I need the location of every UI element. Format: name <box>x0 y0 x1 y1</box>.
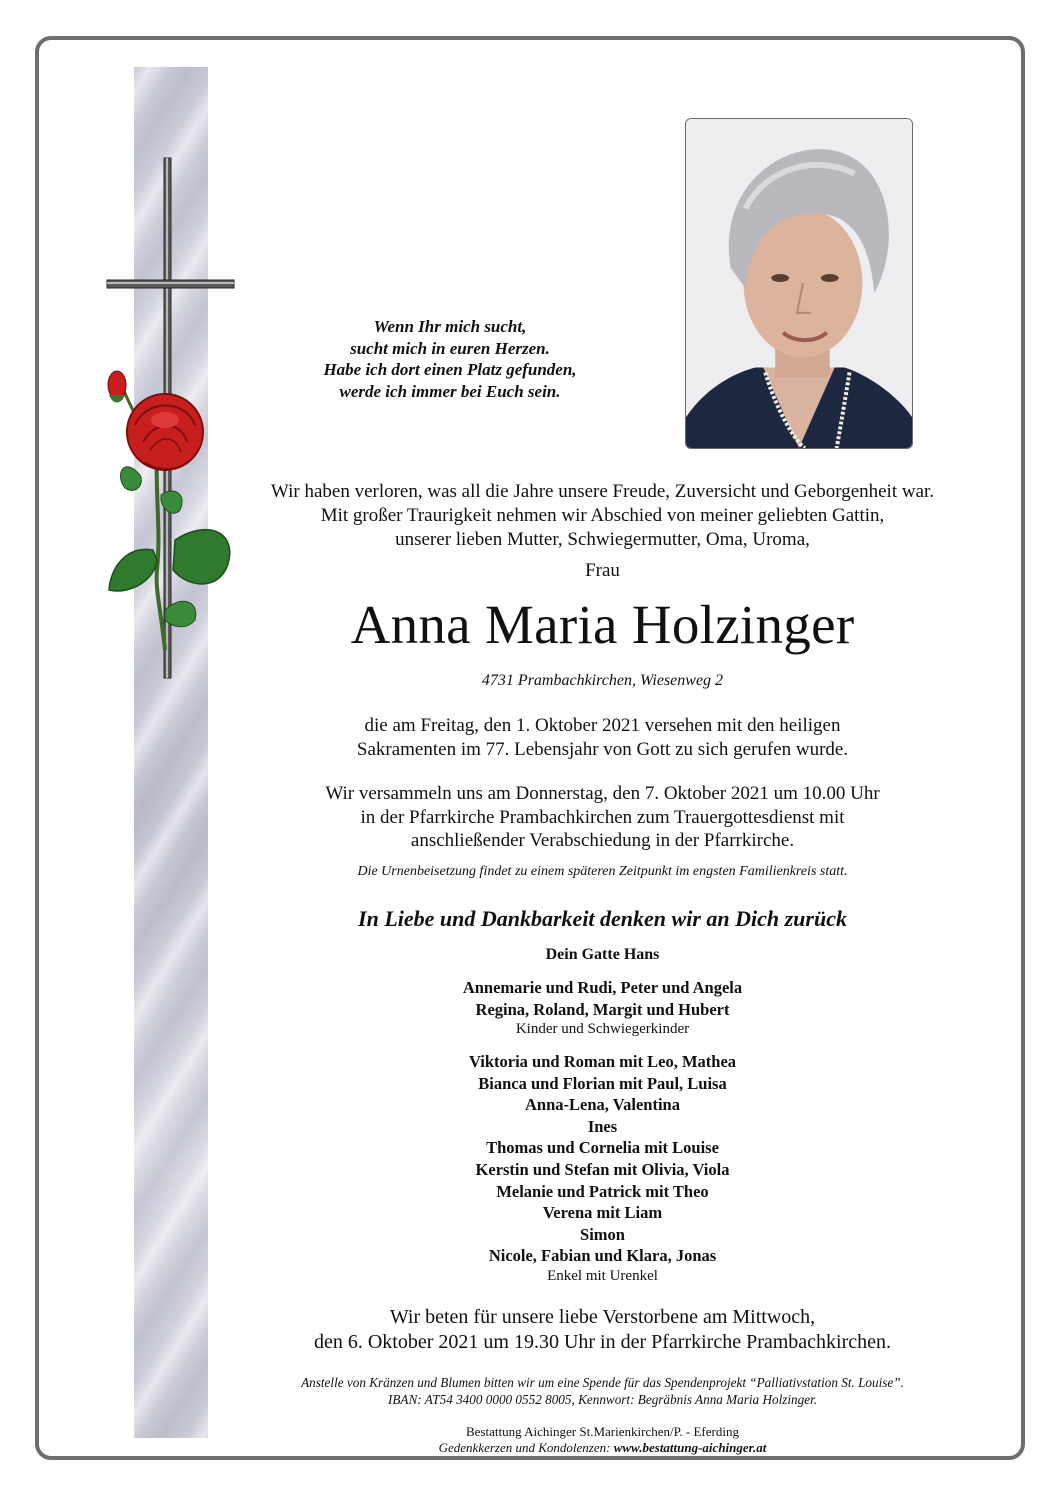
children-list <box>230 977 975 1020</box>
cross-with-rose-image <box>95 150 245 690</box>
poem-line: werde ich immer bei Euch sein. <box>339 381 561 401</box>
condolence-label: Gedenkkerzen und Kondolenzen: <box>438 1440 611 1455</box>
service-line: anschließender Verabschiedung in der Pfarrkirche. <box>410 830 795 851</box>
grandchildren-line: Nicole, Fabian und Klara, Jonas <box>488 1246 717 1266</box>
grandchildren-line: Kerstin und Stefan mit Olivia, Viola <box>475 1159 730 1179</box>
service-line: Wir versammeln uns am Donnerstag, den 7. Oktober 2021 um 10.00 Uhr <box>325 783 880 804</box>
prayer-line: Wir beten für unsere liebe Verstorbene am Mittwoch, <box>389 1306 816 1328</box>
children-line: Regina, Roland, Margit und Hubert <box>475 999 730 1019</box>
poem-line: sucht mich in euren Herzen. <box>350 338 550 358</box>
donation-line: IBAN: AT54 3400 0000 0552 8005, Kennwort: Begräbnis Anna Maria Holzinger. <box>387 1392 818 1407</box>
grandchildren-line: Anna-Lena, Valentina <box>525 1095 680 1115</box>
death-notice-line: Sakramenten im 77. Lebensjahr von Gott zu sich gerufen wurde. <box>356 738 849 760</box>
grandchildren-line: Ines <box>587 1116 618 1136</box>
spouse: Dein Gatte Hans <box>545 946 660 963</box>
children-line: Annemarie und Rudi, Peter und Angela <box>462 978 743 997</box>
portrait-photo <box>685 118 913 449</box>
grandchildren-list <box>230 1051 975 1267</box>
donation-note <box>200 1374 1005 1408</box>
address: 4731 Prambachkirchen, Wiesenweg 2 <box>481 672 724 689</box>
intro-text <box>230 480 975 552</box>
website-link[interactable]: www.bestattung-aichinger.at <box>613 1440 767 1455</box>
remembrance-heading: In Liebe und Dankbarkeit denken wir an Dich zurück <box>358 906 847 931</box>
poem-line: Habe ich dort einen Platz gefunden, <box>323 360 577 379</box>
grandchildren-line: Viktoria und Roman mit Leo, Mathea <box>468 1052 737 1071</box>
prayer-line: den 6. Oktober 2021 um 19.30 Uhr in der Pfarrkirche Prambachkirchen. <box>313 1331 892 1353</box>
condolence-line <box>230 1440 975 1456</box>
salutation: Frau <box>585 560 620 581</box>
service-info <box>230 782 975 853</box>
intro-line: Mit großer Traurigkeit nehmen wir Abschied von meiner geliebten Gattin, <box>320 505 885 526</box>
memorial-poem <box>270 316 630 402</box>
poem-line: Wenn Ihr mich sucht, <box>373 317 527 336</box>
grandchildren-line: Melanie und Patrick mit Theo <box>496 1181 709 1201</box>
children-label: Kinder und Schwiegerkinder <box>515 1021 690 1037</box>
grandchildren-line: Verena mit Liam <box>542 1203 663 1223</box>
grandchildren-line: Simon <box>580 1224 625 1244</box>
funeral-home-name: Bestattung Aichinger St.Marienkirchen/P. - Eferding <box>466 1424 739 1439</box>
service-line: in der Pfarrkirche Prambachkirchen zum Trauergottesdienst mit <box>360 806 845 828</box>
funeral-home-info <box>230 1424 975 1456</box>
grandchildren-line: Thomas und Cornelia mit Louise <box>486 1138 719 1158</box>
grandchildren-label: Enkel mit Urenkel <box>547 1268 658 1284</box>
death-notice <box>230 714 975 761</box>
death-notice-line: die am Freitag, den 1. Oktober 2021 versehen mit den heiligen <box>364 715 841 736</box>
deceased-name: Anna Maria Holzinger <box>350 594 855 655</box>
intro-line: unserer lieben Mutter, Schwiegermutter, Oma, Uroma, <box>395 529 810 550</box>
grandchildren-line: Bianca und Florian mit Paul, Luisa <box>478 1073 727 1093</box>
urn-note: Die Urnenbeisetzung findet zu einem späteren Zeitpunkt im engsten Familienkreis statt. <box>357 864 848 879</box>
prayer-info <box>230 1305 975 1355</box>
intro-line: Wir haben verloren, was all die Jahre unsere Freude, Zuversicht und Geborgenheit war. <box>270 481 935 502</box>
donation-line: Anstelle von Kränzen und Blumen bitten wir um eine Spende für das Spendenprojekt “Palliativstation St. Louise”. <box>301 1375 904 1390</box>
